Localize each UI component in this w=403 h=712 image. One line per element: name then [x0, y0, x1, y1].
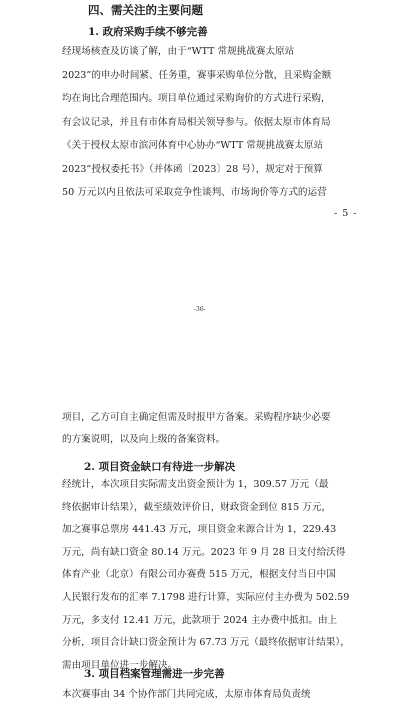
document-page-number: -36- — [194, 306, 206, 313]
paragraph-line: 有会议记录，并且有市体育局相关领导参与。依据太原市体育局 — [62, 116, 331, 128]
section-heading: 四、需关注的主要问题 — [88, 3, 203, 17]
subheading-funding-gap: 2. 项目资金缺口有待进一步解决 — [84, 461, 236, 473]
paragraph-line: 项目，乙方可自主确定但需及时报甲方备案。采购程序缺少必要 — [62, 412, 331, 423]
paragraph-line: 万元，尚有缺口资金 80.14 万元。2023 年 9 月 28 日支付给沃得 — [62, 546, 346, 558]
paragraph-line: 加之赛事总票房 441.43 万元，项目资金来源合计为 1，229.43 — [62, 524, 337, 536]
paragraph-line: 50 万元以内且依法可采取竞争性谈判、市场询价等方式的运营 — [62, 187, 327, 198]
upper-page — [0, 0, 403, 330]
paragraph-line: 经统计，本次项目实际需支出资金预计为 1，309.57 万元（最 — [62, 479, 329, 490]
paragraph-line: 万元，多支付 12.41 万元，此款项于 2024 主办费中抵扣。由上 — [62, 614, 338, 626]
paragraph-line: 《关于授权太原市滨河体育中心协办“WTT 常规挑战赛太原站 — [62, 140, 324, 151]
paragraph-continuation — [62, 407, 331, 451]
paragraph-line: 分析，项目合计缺口资金预计为 67.73 万元（最终依据审计结果）， — [62, 637, 350, 649]
paragraph-line: 2023”的申办时间紧、任务重，赛事采购单位分散，且采购金额 — [62, 69, 332, 81]
paragraph-line: 经现场核查及访谈了解，由于“WTT 常规挑战赛太原站 — [62, 46, 295, 57]
paragraph-line: 本次赛事由 34 个协作部门共同完成，太原市体育局负责统 — [62, 689, 311, 700]
paragraph-line: 终依据审计结果），截至绩效评价日，财政资金到位 815 万元， — [62, 501, 332, 513]
paragraph-line: 需由项目单位进一步解决。 — [62, 659, 178, 671]
page-number: - 5 - — [334, 208, 358, 219]
subheading-archive-management: 3. 项目档案管理需进一步完善 — [84, 668, 225, 680]
paragraph-procurement — [62, 40, 331, 205]
paragraph-line: 2023”授权委托书》（并体函〔2023〕28 号），规定对于预算 — [62, 163, 323, 175]
paragraph-line: 体育产业（北京）有限公司办赛费 515 万元，根据支付当日中国 — [62, 569, 336, 581]
paragraph-line: 的方案说明，以及向上级的备案资料。 — [62, 434, 226, 445]
paragraph-line: 均在询比合理范围内。项目单位通过采购询价的方式进行采购， — [62, 93, 331, 104]
paragraph-line: 人民银行发布的汇率 7.1798 进行计算，实际应付主办费为 502.59 — [62, 591, 350, 603]
subheading-procurement: 1. 政府采购手续不够完善 — [88, 26, 208, 38]
paragraph-funding-gap — [62, 474, 350, 677]
paragraph-archive-management — [62, 683, 311, 707]
